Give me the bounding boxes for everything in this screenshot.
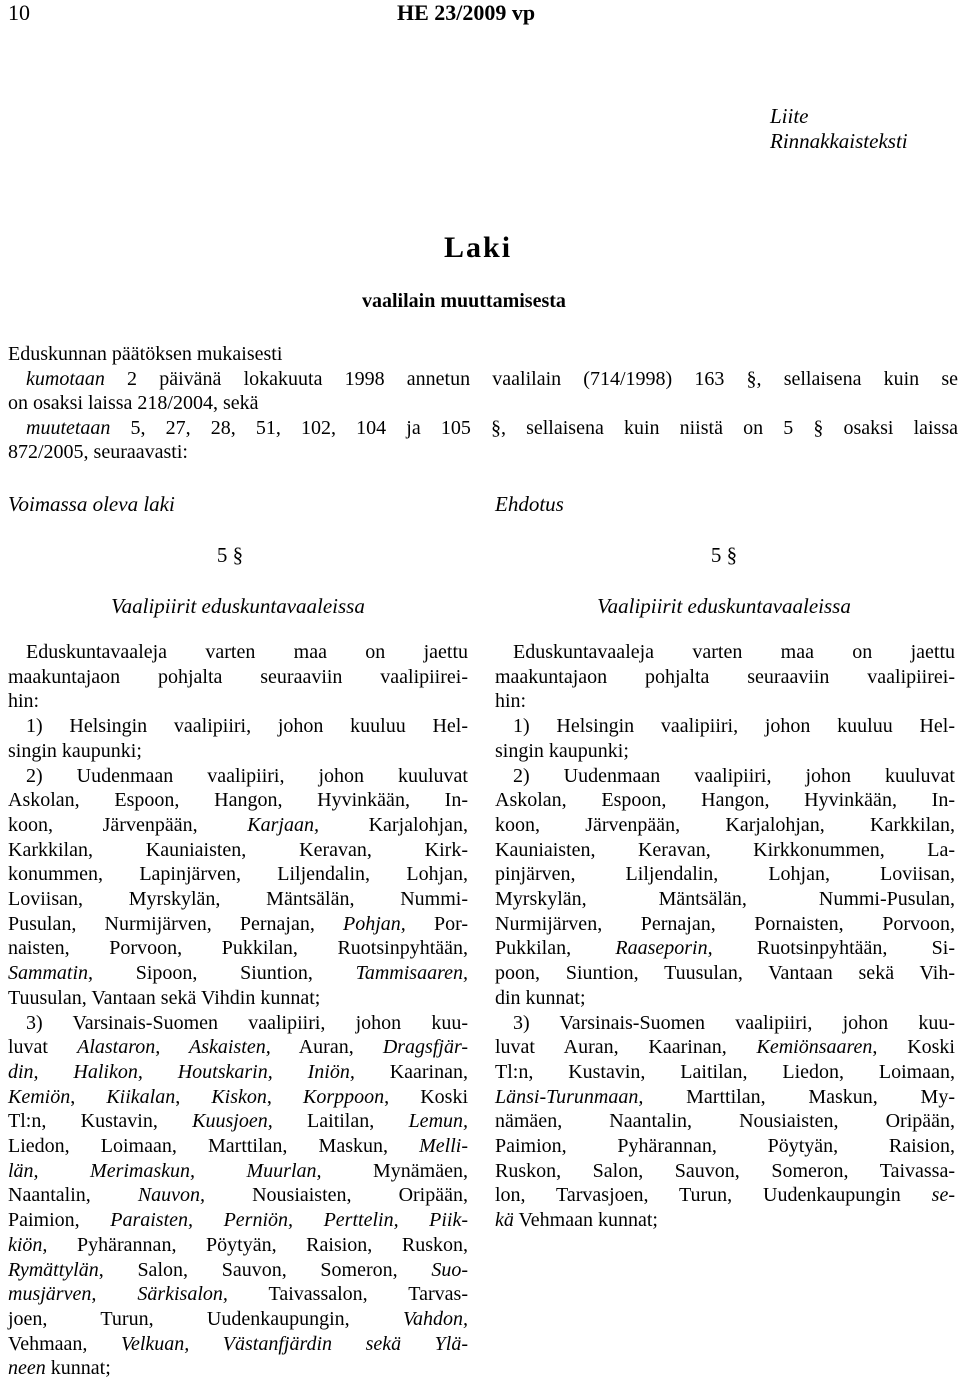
text-line	[8, 1011, 468, 1036]
text-line	[495, 1134, 955, 1159]
text-line	[8, 1282, 468, 1307]
italic-segment: Korppoon	[303, 1085, 385, 1108]
text-segment: Askolan, Espoon, Hangon, Hyvinkään, In-	[495, 789, 955, 812]
left-column-text	[8, 640, 468, 1381]
left-column-heading: Voimassa oleva laki	[8, 492, 175, 516]
italic-segment: musjärven, Särkisalon,	[8, 1283, 228, 1306]
text-segment: Vehmaan kunnat;	[513, 1209, 658, 1232]
text-segment: , Koski	[384, 1085, 469, 1108]
text-line	[8, 887, 468, 912]
intro-line-4-rest: 5, 27, 28, 51, 102, 104 ja 105 §, sellaisena kuin niistä on 5 § osaksi laissa	[110, 416, 958, 439]
text-line	[495, 1159, 955, 1184]
text-segment: Nousiaisten, Oripään,	[205, 1184, 468, 1207]
text-line	[8, 813, 468, 838]
text-line	[8, 1134, 468, 1159]
text-line	[8, 714, 468, 739]
text-line	[495, 714, 955, 739]
text-segment: , Salon, Sauvon, Someron,	[98, 1258, 432, 1281]
text-line	[495, 813, 955, 838]
text-line	[495, 838, 955, 863]
text-segment: kunnat;	[45, 1357, 111, 1380]
italic-segment: Lemun,	[408, 1110, 469, 1133]
text-segment: 1) Helsingin vaalipiiri, johon kuuluu Hel-	[26, 715, 468, 738]
text-segment: Liedon, Loimaan, Marttilan, Maskun,	[8, 1135, 420, 1158]
text-segment: Tl:n, Kustavin,	[8, 1110, 193, 1133]
right-column-heading: Ehdotus	[495, 492, 564, 516]
intro-line-5: 872/2005, seuraavasti:	[8, 441, 188, 463]
text-segment: Myrskylän, Mäntsälän, Nummi-Pusulan,	[495, 888, 955, 911]
text-segment: nämäen, Naantalin, Nousiaisten, Oripään,	[495, 1110, 955, 1133]
text-line	[8, 1060, 468, 1085]
text-line	[495, 640, 955, 665]
text-segment: Por-	[405, 912, 469, 935]
text-segment: hin:	[495, 690, 527, 713]
intro-line-2-italic: kumotaan	[26, 367, 105, 390]
text-segment: din kunnat;	[495, 986, 586, 1009]
text-segment: Naantalin,	[8, 1184, 138, 1207]
text-segment: singin kaupunki;	[495, 739, 629, 762]
text-segment: singin kaupunki;	[8, 739, 142, 762]
text-segment: naisten, Porvoon, Pukkilan, Ruotsinpyhtään,	[8, 937, 468, 960]
text-segment: Kauniaisten, Keravan, Kirkkonummen, La-	[495, 838, 955, 861]
text-segment: koon, Järvenpään,	[8, 813, 248, 836]
text-segment: luvat	[8, 1036, 78, 1059]
italic-segment: Nauvon,	[137, 1184, 206, 1207]
text-line	[8, 1085, 468, 1110]
text-segment: Askolan, Espoon, Hangon, Hyvinkään, In-	[8, 789, 468, 812]
text-line	[495, 1060, 955, 1085]
law-title: Laki	[444, 231, 513, 264]
text-line	[8, 739, 468, 764]
italic-segment: se-	[931, 1184, 955, 1207]
text-segment: 2) Uudenmaan vaalipiiri, johon kuuluvat	[26, 764, 468, 787]
text-line	[495, 961, 955, 986]
text-segment: lon, Tarvasjoen, Turun, Uudenkaupungin	[495, 1184, 932, 1207]
text-segment: luvat Auran, Kaarinan,	[495, 1036, 757, 1059]
text-segment: ,	[266, 1085, 303, 1108]
italic-segment: Kemiönsaaren	[756, 1036, 873, 1059]
italic-segment: Vahdon,	[403, 1307, 468, 1330]
italic-segment: din, Halikon, Houtskarin, Iniön,	[8, 1060, 355, 1083]
intro-line-4-italic: muutetaan	[26, 416, 111, 439]
italic-segment: Kiikalan	[106, 1085, 176, 1108]
italic-segment: Suo-	[431, 1258, 468, 1281]
italic-segment: Alastaron, Askaisten,	[77, 1036, 271, 1059]
text-segment: joen, Turun, Uudenkaupungin,	[8, 1307, 403, 1330]
text-line	[8, 912, 468, 937]
text-segment: Sipoon, Siuntion,	[93, 962, 356, 985]
text-segment: Eduskuntavaaleja varten maa on jaettu	[26, 641, 468, 663]
text-line	[8, 862, 468, 887]
text-line	[8, 1258, 468, 1283]
text-line	[495, 936, 955, 961]
italic-segment: , Velkuan, Västanfjärdin sekä Ylä-	[82, 1332, 468, 1355]
text-line	[495, 1183, 955, 1208]
italic-segment: kiön,	[8, 1233, 48, 1256]
text-line	[495, 862, 955, 887]
text-line	[495, 689, 955, 714]
italic-segment: neen	[8, 1357, 46, 1380]
italic-segment: Tammisaaren,	[355, 962, 468, 985]
page-number: 10	[8, 0, 30, 25]
text-segment: ,	[175, 1085, 212, 1108]
document-id: HE 23/2009 vp	[397, 0, 536, 25]
appendix-line-2: Rinnakkaisteksti	[770, 129, 908, 153]
text-segment: Loviisan, Myrskylän, Mäntsälän, Nummi-	[8, 888, 468, 911]
right-column-text	[495, 640, 955, 1233]
text-line	[495, 912, 955, 937]
left-section-number: 5 §	[216, 543, 244, 567]
law-subtitle: vaalilain muuttamisesta	[362, 290, 566, 312]
text-segment: 3) Varsinais-Suomen vaalipiiri, johon kuu-	[513, 1011, 955, 1034]
text-line	[8, 1356, 468, 1381]
text-segment: Pyhärannan, Pöytyän, Raision, Ruskon,	[47, 1233, 468, 1256]
text-line	[8, 1208, 468, 1233]
italic-segment: Länsi-Turunmaan,	[495, 1085, 644, 1108]
appendix-line-1: Liite	[770, 104, 809, 128]
text-line	[8, 1109, 468, 1134]
text-segment: Tl:n, Kustavin, Laitilan, Liedon, Loimaan,	[495, 1060, 955, 1083]
right-section-title: Vaalipiirit eduskuntavaaleissa	[597, 594, 851, 618]
italic-segment: Kuusjoen,	[192, 1110, 273, 1133]
text-segment: maakuntajaon pohjalta seuraaviin vaalipiirei-	[495, 665, 955, 688]
italic-segment: Pohjan,	[343, 912, 406, 935]
text-segment: Ruskon, Salon, Sauvon, Someron, Taivassa-	[495, 1159, 955, 1182]
intro-line-4	[8, 416, 958, 441]
text-line	[495, 665, 955, 690]
text-segment: Eduskuntavaaleja varten maa on jaettu	[513, 641, 955, 663]
text-line	[8, 788, 468, 813]
right-section-number: 5 §	[710, 543, 738, 567]
italic-segment: Melli-	[419, 1135, 468, 1158]
text-line	[8, 838, 468, 863]
text-line	[8, 1035, 468, 1060]
text-segment: konummen, Lapinjärven, Liljendalin, Lohjan,	[8, 863, 468, 886]
italic-segment: Karjaan,	[247, 813, 319, 836]
text-line	[8, 1233, 468, 1258]
text-segment: Vehmaan	[8, 1332, 83, 1355]
text-segment: 3) Varsinais-Suomen vaalipiiri, johon kuu-	[26, 1011, 468, 1034]
intro-text	[8, 342, 958, 465]
text-segment: Marttilan, Maskun, My-	[643, 1085, 955, 1108]
text-segment: 1) Helsingin vaalipiiri, johon kuuluu Hel-	[513, 715, 955, 738]
text-segment: 2) Uudenmaan vaalipiiri, johon kuuluvat	[513, 764, 955, 787]
italic-segment: Paraisten, Perniön, Perttelin, Piik-	[110, 1209, 469, 1232]
italic-segment: Kiskon	[211, 1085, 267, 1108]
text-segment: Auran,	[270, 1036, 383, 1059]
italic-segment: Dragsfjär-	[382, 1036, 468, 1059]
intro-line-1: Eduskunnan päätöksen mukaisesti	[8, 343, 283, 365]
text-line	[8, 640, 468, 665]
text-segment: Laitilan,	[272, 1110, 409, 1133]
text-segment: maakuntajaon pohjalta seuraaviin vaalipiirei-	[8, 665, 468, 688]
text-line	[495, 764, 955, 789]
text-line	[495, 1011, 955, 1036]
text-segment: , Koski	[872, 1036, 955, 1059]
text-line	[8, 936, 468, 961]
text-segment: Paimion,	[8, 1209, 111, 1232]
text-segment: Taivassalon, Tarvas-	[227, 1283, 468, 1306]
text-segment: poon, Siuntion, Tuusulan, Vantaan sekä Vih-	[495, 962, 955, 985]
left-section-title: Vaalipiirit eduskuntavaaleissa	[111, 594, 365, 618]
text-line	[495, 1035, 955, 1060]
italic-segment: Kemiön	[8, 1085, 71, 1108]
text-line	[8, 689, 468, 714]
text-line	[8, 1159, 468, 1184]
text-segment: ,	[70, 1085, 107, 1108]
italic-segment: län, Merimaskun, Muurlan,	[8, 1159, 322, 1182]
text-line	[8, 1332, 468, 1357]
italic-segment: Raaseporin,	[615, 937, 713, 960]
text-segment: Pukkilan,	[495, 937, 616, 960]
text-segment: Karkkilan, Kauniaisten, Keravan, Kirk-	[8, 838, 468, 861]
text-segment: Karjalohjan,	[318, 813, 469, 836]
text-line	[8, 764, 468, 789]
text-segment: Pusulan, Nurmijärven, Pernajan,	[8, 912, 344, 935]
text-line	[495, 986, 955, 1011]
italic-segment: Rymättylän	[8, 1258, 99, 1281]
italic-segment: kä	[495, 1209, 514, 1232]
text-segment: Tuusulan, Vantaan sekä Vihdin kunnat;	[8, 986, 321, 1009]
text-segment: Mynämäen,	[321, 1159, 468, 1182]
text-line	[495, 739, 955, 764]
text-line	[495, 1085, 955, 1110]
text-line	[8, 1307, 468, 1332]
text-line	[495, 887, 955, 912]
text-line	[8, 1183, 468, 1208]
text-segment: Paimion, Pyhärannan, Pöytyän, Raision,	[495, 1135, 955, 1158]
text-line	[495, 1208, 955, 1233]
text-segment: hin:	[8, 690, 40, 713]
text-line	[8, 665, 468, 690]
intro-line-2-rest: 2 päivänä lokakuuta 1998 annetun vaalilain (714/1998) 163 §, sellaisena kuin se	[104, 367, 958, 390]
intro-line-3: on osaksi laissa 218/2004, sekä	[8, 392, 259, 414]
text-segment: Kaarinan,	[354, 1060, 468, 1083]
text-line	[495, 1109, 955, 1134]
text-line	[495, 788, 955, 813]
text-line	[8, 986, 468, 1011]
text-segment: Ruotsinpyhtään, Si-	[712, 937, 955, 960]
text-line	[8, 961, 468, 986]
text-segment: koon, Järvenpään, Karjalohjan, Karkkilan,	[495, 813, 955, 836]
intro-line-2	[8, 367, 958, 392]
text-segment: Nurmijärven, Pernajan, Pornaisten, Porvoon,	[495, 912, 955, 935]
appendix-label	[770, 104, 908, 154]
text-segment: pinjärven, Liljendalin, Lohjan, Loviisan,	[495, 863, 955, 886]
italic-segment: Sammatin,	[8, 962, 93, 985]
